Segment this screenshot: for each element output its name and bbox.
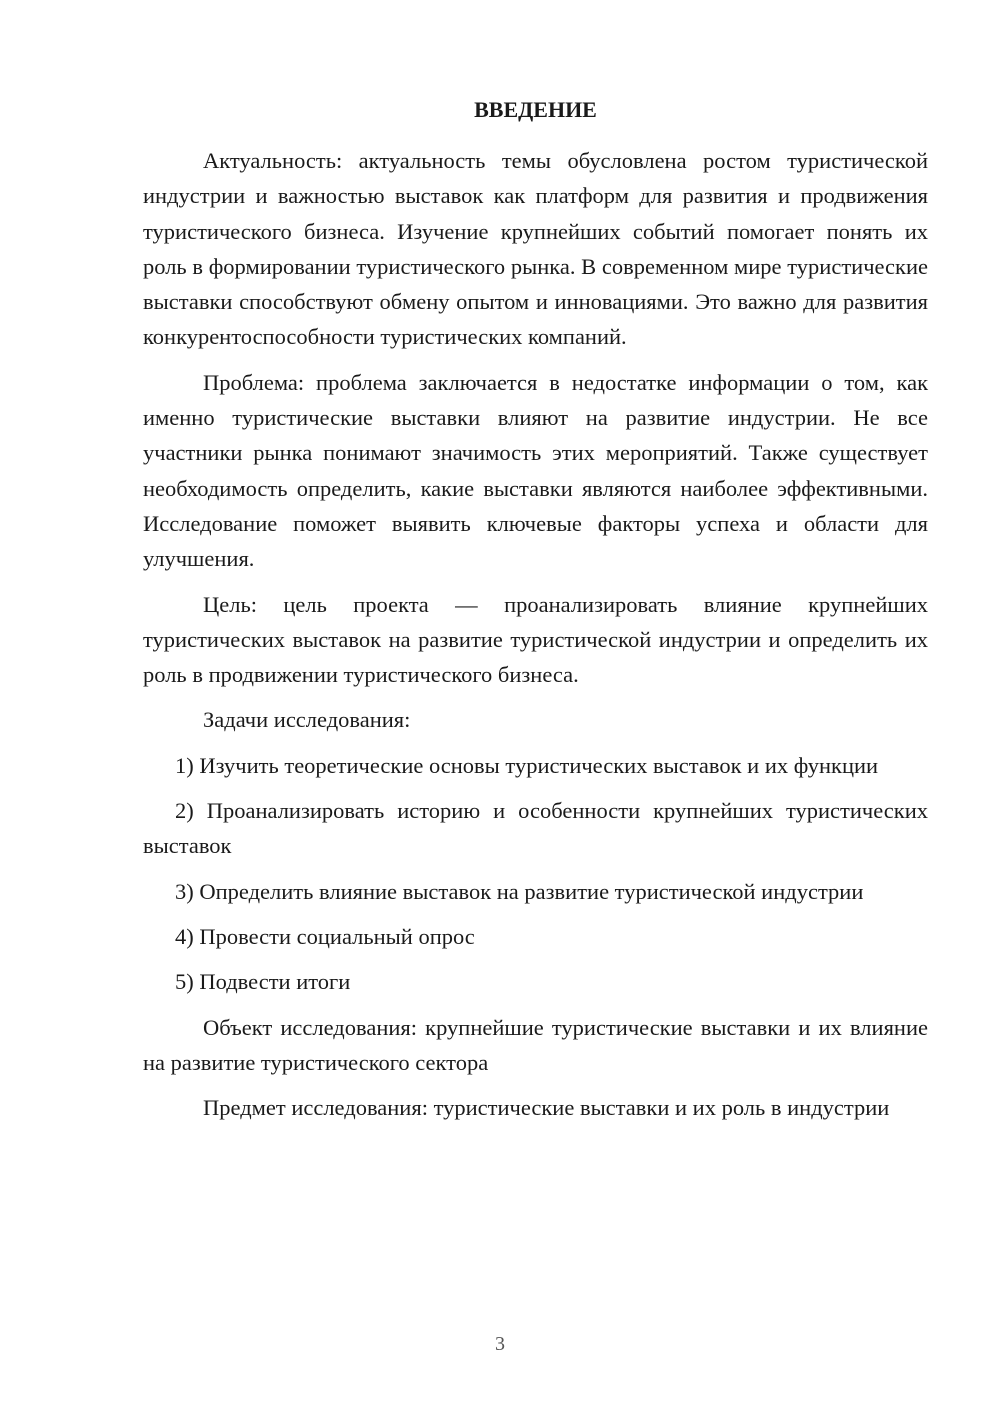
tasks-heading: Задачи исследования: [203, 707, 411, 733]
list-item: 3) Определить влияние выставок на развитие туристической индустрии [175, 878, 864, 904]
list-item: 1) Изучить теоретические основы туристических выставок и их функции [175, 752, 879, 778]
paragraph-subject: Предмет исследования: туристические выставки и их роль в индустрии [203, 1095, 890, 1121]
paragraph-goal: Цель: цель проекта — проанализировать влияние крупнейших туристических выставок на развитие туристической индустрии и определить их роль в продвижении туристического бизнеса. [143, 591, 928, 688]
list-item: 2) Проанализировать историю и особенности крупнейших туристических выставок [143, 798, 928, 859]
paragraph-relevance: Актуальность: актуальность темы обусловлена ростом туристической индустрии и важностью выставок как платформ для развития и продвижения туристического бизнеса. Изучение крупнейших событий помогает понять их роль в формировании туристического рынка. В современном мире туристические выставки способствуют обмену опытом и инновациями. Это важно для развития конкурентоспособности туристических компаний. [143, 148, 928, 350]
page-content [143, 92, 928, 1125]
page-number: 3 [495, 1333, 505, 1355]
paragraph-problem: Проблема: проблема заключается в недостатке информации о том, как именно туристические выставки влияют на развитие индустрии. Не все участники рынка понимают значимость этих мероприятий. Также существует необходимость определить, какие выставки являются наиболее эффективными. Исследование поможет выявить ключевые факторы успеха и области для улучшения. [143, 369, 928, 572]
page-title: ВВЕДЕНИЕ [474, 97, 597, 122]
tasks-list [143, 748, 928, 1000]
list-item: 5) Подвести итоги [175, 969, 351, 995]
paragraph-object: Объект исследования: крупнейшие туристические выставки и их влияние на развитие туристического сектора [143, 1014, 928, 1075]
list-item: 4) Провести социальный опрос [175, 923, 475, 949]
